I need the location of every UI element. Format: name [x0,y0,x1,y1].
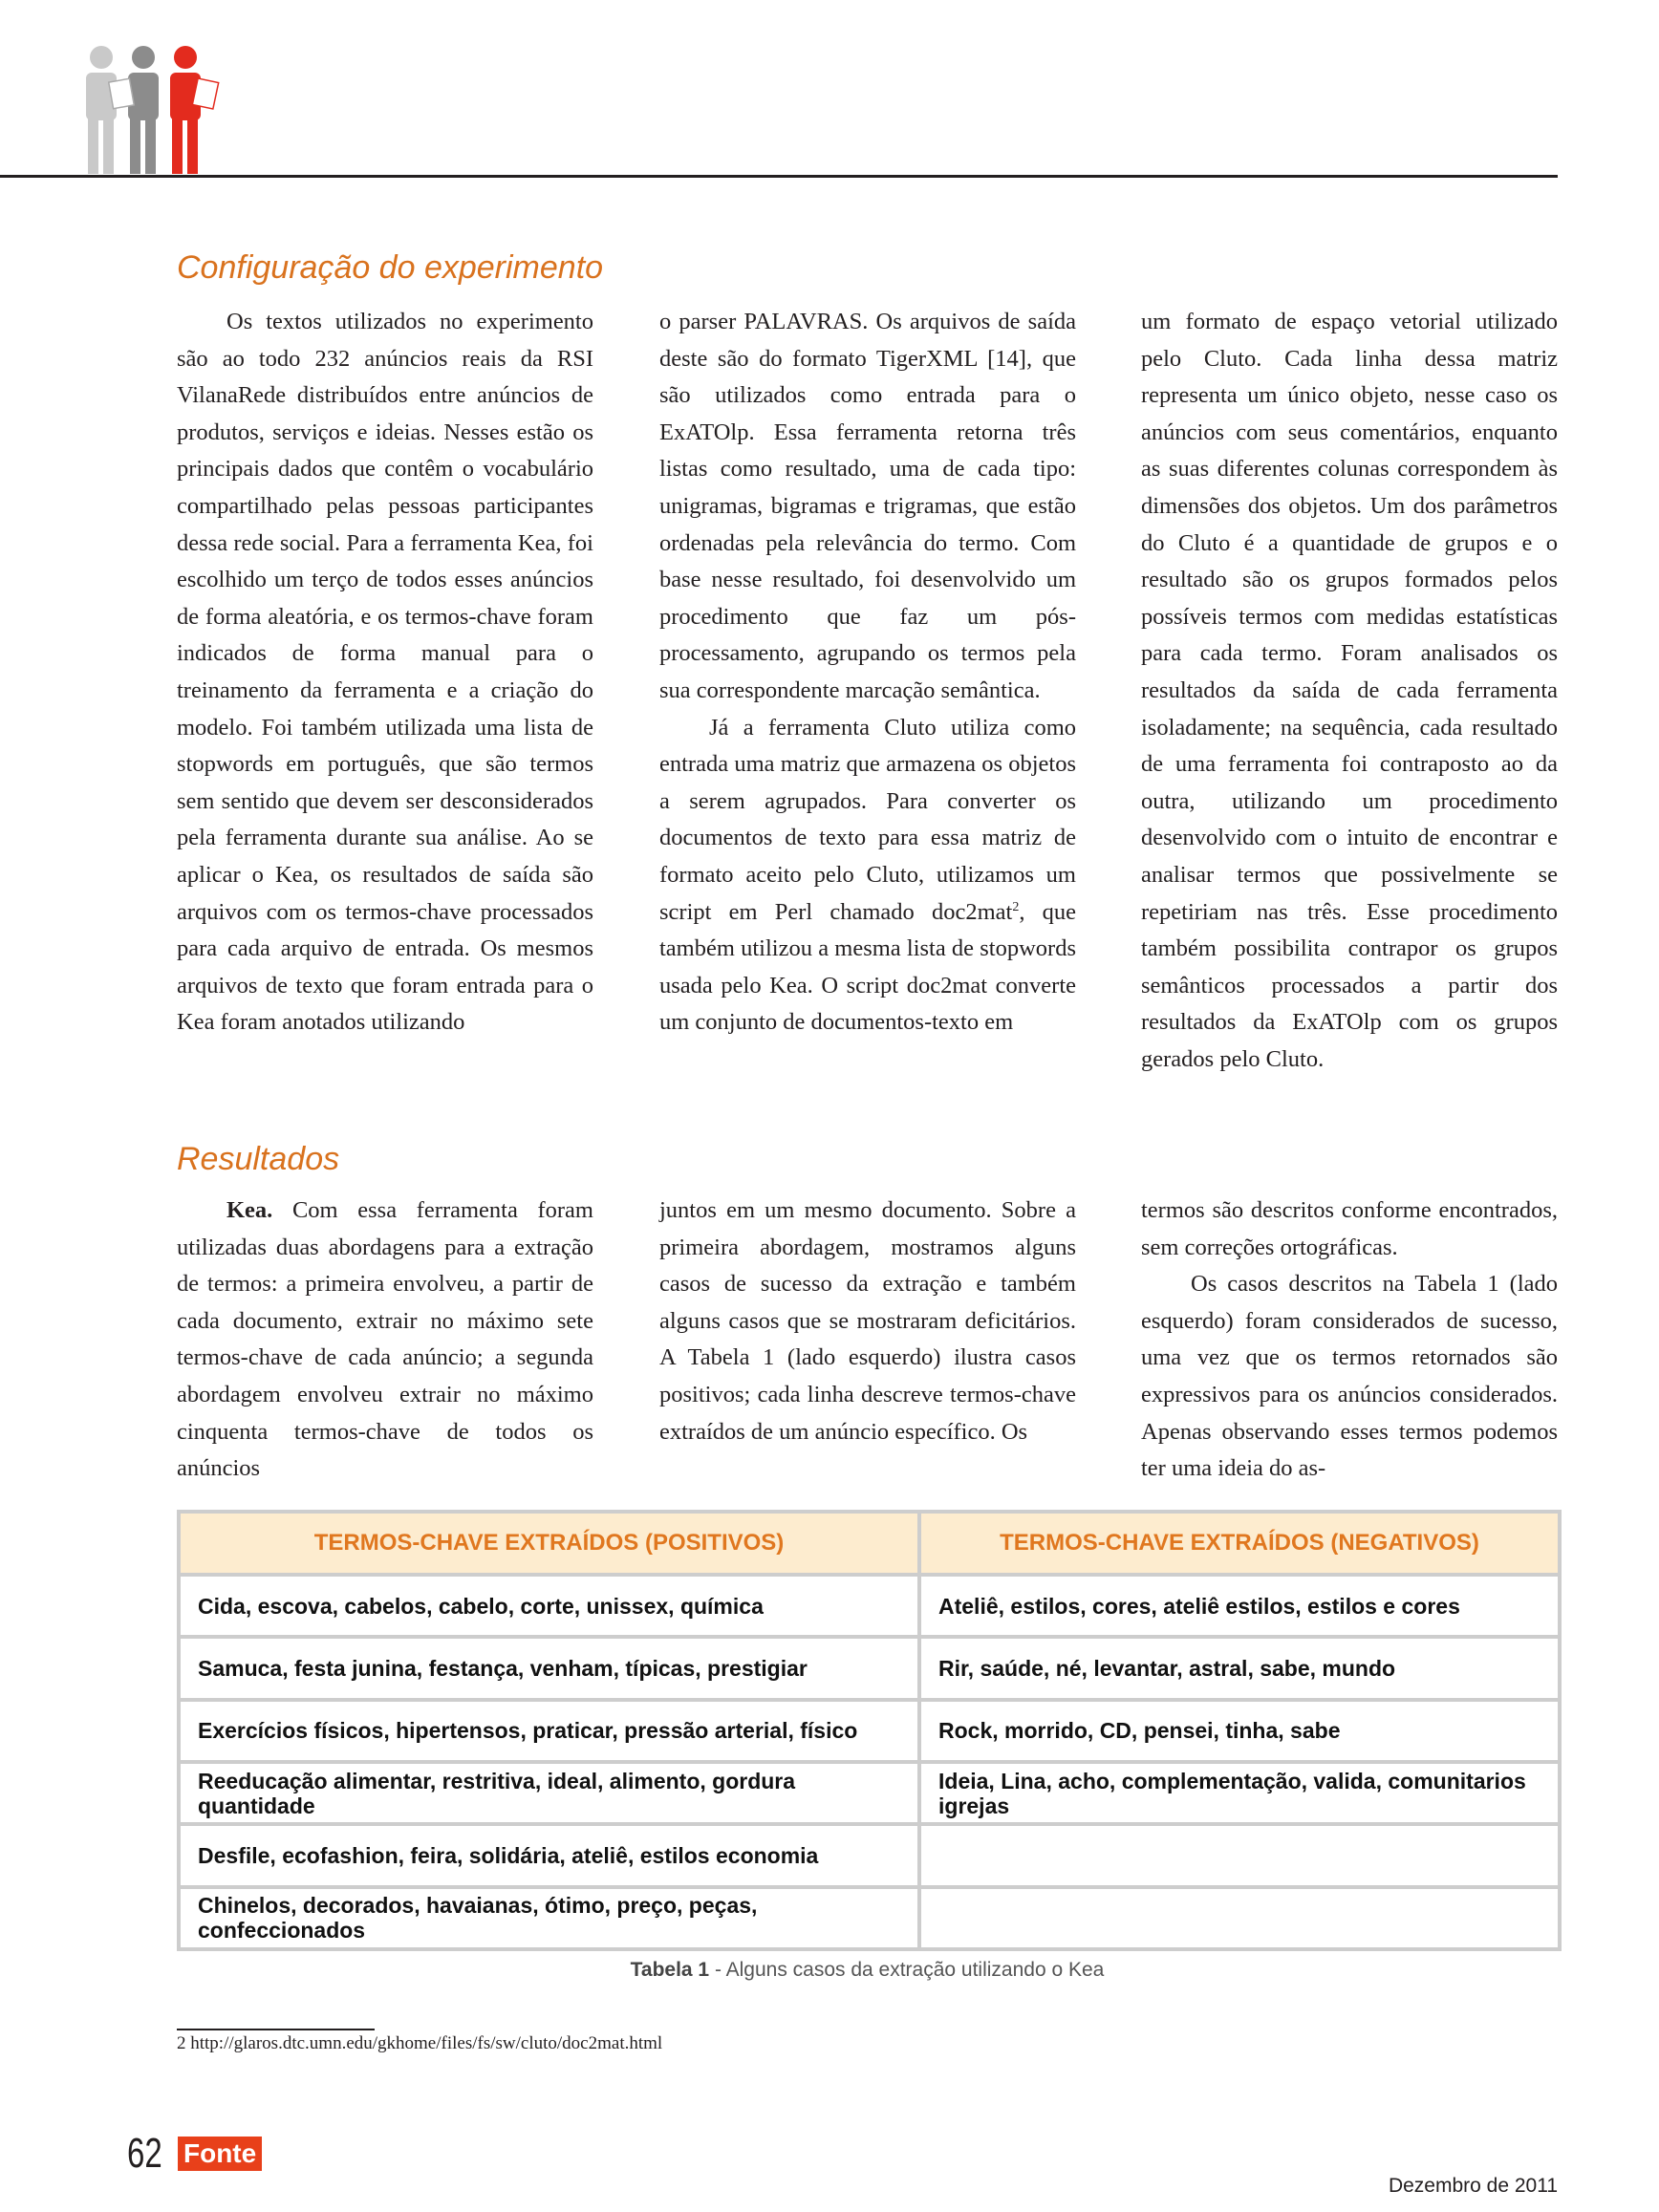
footnote: 2 http://glaros.dtc.umn.edu/gkhome/files/fs/sw/cluto/doc2mat.html [177,2033,663,2053]
cell-positive: Chinelos, decorados, havaianas, ótimo, preço, peças, confeccionados [179,1887,919,1949]
cell-negative: Ateliê, estilos, cores, ateliê estilos, estilos e cores [919,1575,1560,1637]
paragraph: termos são descritos conforme encontrados, sem correções ortográficas. [1141,1197,1558,1260]
header-negativos: TERMOS-CHAVE EXTRAÍDOS (NEGATIVOS) [919,1512,1560,1575]
cell-negative: Rir, saúde, né, levantar, astral, sabe, mundo [919,1637,1560,1699]
paragraph: Os casos descritos na Tabela 1 (lado esquerdo) foram considerados de sucesso, uma vez que os termos retornados são expressivos para os anúncios considerados. Apenas observando esses termos podemos ter uma ideia do as- [1141,1271,1558,1482]
keyword-table [177,1510,1562,1951]
cell-negative [919,1824,1560,1886]
paragraph [177,1192,593,1488]
table-row [179,1887,1560,1949]
brand-logo: Fonte [178,2137,262,2171]
caption-label: Tabela 1 [630,1959,710,1981]
paragraph-text: , que também utilizou a mesma lista de stopwords usada pelo Kea. O script doc2mat converte um conjunto de documentos-texto em [659,898,1077,1036]
paragraph: juntos em um mesmo documento. Sobre a primeira abordagem, mostramos alguns casos de sucesso da extração e também alguns casos que se mostraram deficitários. A Tabela 1 (lado esquerdo) ilustra casos positivos; cada linha descreve termos-chave extraídos de um anúncio específico. Os [659,1197,1076,1445]
cell-positive: Reeducação alimentar, restritiva, ideal, alimento, gordura quantidade [179,1762,919,1824]
table-row [179,1762,1560,1824]
paragraph-lead: Kea. [226,1197,273,1223]
issue-date: Dezembro de 2011 [1388,2175,1558,2197]
table-row [179,1824,1560,1886]
section2-column-1 [177,1192,593,1488]
cell-positive: Exercícios físicos, hipertensos, praticar, pressão arterial, físico [179,1700,919,1762]
header-rule [0,175,1558,178]
paragraph: o parser PALAVRAS. Os arquivos de saída deste são do formato TigerXML [14], que são utilizados como entrada para o ExATOlp. Essa ferramenta retorna três listas como resultado, uma de cada tipo: unigramas, bigramas e trigramas, que estão ordenadas pela relevância do termo. Com base nesse resultado, foi desenvolvido um procedimento que faz um pós-processamento, agrupando os termos pela sua correspondente marcação semântica. [659,309,1076,703]
cell-negative [919,1887,1560,1949]
section1-column-2 [659,304,1076,1042]
cell-positive: Desfile, ecofashion, feira, solidária, ateliê, estilos economia [179,1824,919,1886]
paragraph: um formato de espaço vetorial utilizado pelo Cluto. Cada linha dessa matriz representa um único objeto, nesse caso os anúncios com seus comentários, enquanto as suas diferentes colunas correspondem às dimensões dos objetos. Um dos parâmetros do Cluto é a quantidade de grupos e o resultado são os grupos formados pelos possíveis termos com medidas estatísticas para cada termo. Foram analisados os resultados da saída de cada ferramenta isoladamente; na sequência, cada resultado de uma ferramenta foi contraposto ao da outra, utilizando um procedimento desenvolvido com o intuito de encontrar e analisar termos que possivelmente se repetiriam nas três. Esse procedimento também possibilita contrapor os grupos semânticos processados a partir dos resultados da ExATOlp com os grupos gerados pelo Cluto. [1141,309,1558,1072]
table-caption [177,1959,1558,1982]
cell-negative: Ideia, Lina, acho, complementação, valida, comunitarios igrejas [919,1762,1560,1824]
cell-negative: Rock, morrido, CD, pensei, tinha, sabe [919,1700,1560,1762]
caption-text: - Alguns casos da extração utilizando o Kea [709,1959,1105,1981]
table-header-row [179,1512,1560,1575]
paragraph [659,710,1076,1042]
table-row [179,1575,1560,1637]
people-logo-icon [75,42,227,176]
footnote-ref: 2 [1012,899,1020,914]
paragraph-text: Já a ferramenta Cluto utiliza como entrada uma matriz que armazena os objetos a serem agrupados. Para converter os documentos de texto para essa matriz de formato aceito pelo Cluto, utilizamos um script em Perl chamado doc2mat [659,714,1076,925]
header-positivos: TERMOS-CHAVE EXTRAÍDOS (POSITIVOS) [179,1512,919,1575]
paragraph: Os textos utilizados no experimento são ao todo 232 anúncios reais da RSI VilanaRede distribuídos entre anúncios de produtos, serviços e ideias. Nesses estão os principais dados que contêm o vocabulário compartilhado pelas pessoas participantes dessa rede social. Para a ferramenta Kea, foi escolhido um terço de todos esses anúncios de forma aleatória, e os termos-chave foram indicados de forma manual para o treinamento da ferramenta e a criação do modelo. Foi também utilizada uma lista de stopwords em português, que são termos sem sentido que devem ser desconsiderados pela ferramenta durante sua análise. Ao se aplicar o Kea, os resultados de saída são arquivos com os termos-chave processados para cada arquivo de entrada. Os mesmos arquivos de texto que foram entrada para o Kea foram anotados utilizando [177,309,593,1036]
table-row [179,1700,1560,1762]
table-row [179,1637,1560,1699]
paragraph-text: Com essa ferramenta foram utilizadas duas abordagens para a extração de termos: a primeira envolveu, a partir de cada documento, extrair no máximo sete termos-chave de cada anúncio; a segunda abordagem envolveu extrair no máximo cinquenta termos-chave de todos os anúncios [177,1197,593,1482]
section1-column-3 [1141,304,1558,1078]
footnote-rule [177,2029,375,2030]
section2-column-2 [659,1192,1076,1450]
cell-positive: Samuca, festa junina, festança, venham, típicas, prestigiar [179,1637,919,1699]
section-title-configuracao: Configuração do experimento [177,249,604,286]
section1-column-1 [177,304,593,1042]
section-title-resultados: Resultados [177,1141,340,1177]
section2-column-3 [1141,1192,1558,1488]
page-number: 62 [127,2130,162,2177]
cell-positive: Cida, escova, cabelos, cabelo, corte, unissex, química [179,1575,919,1637]
